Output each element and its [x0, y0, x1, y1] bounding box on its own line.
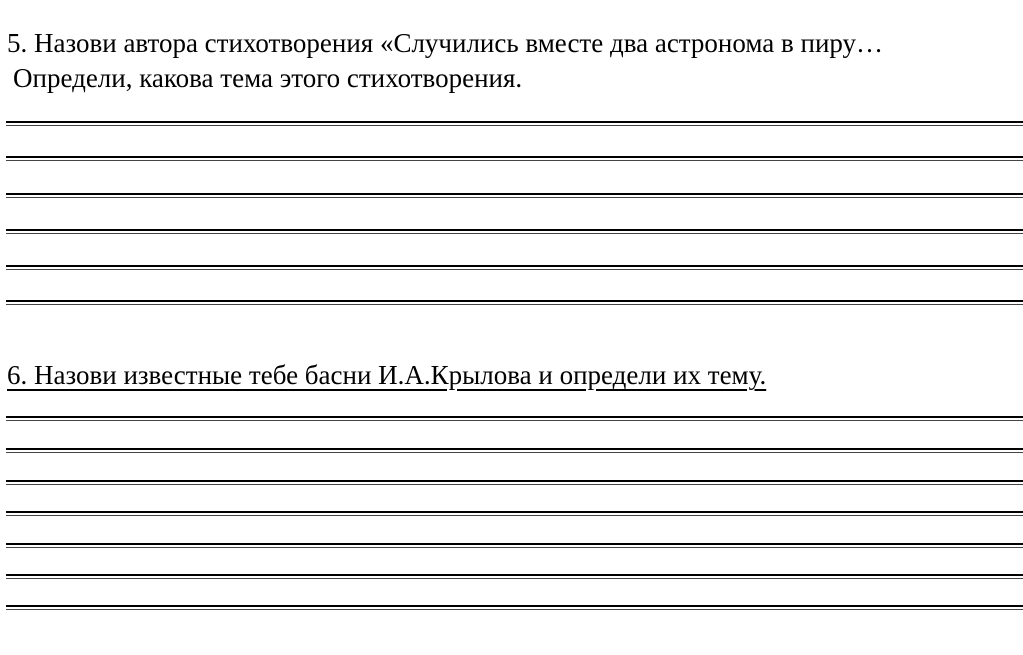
answer-line[interactable] — [6, 543, 1023, 548]
answer-line[interactable] — [6, 605, 1023, 610]
answer-line[interactable] — [6, 300, 1023, 305]
answer-line[interactable] — [6, 156, 1023, 161]
answer-line[interactable] — [6, 511, 1023, 516]
answer-line[interactable] — [6, 448, 1023, 453]
answer-line[interactable] — [6, 193, 1023, 198]
question-6-text: 6. Назови известные тебе басни И.А.Крылова и определи их тему. — [7, 360, 767, 390]
answer-line[interactable] — [6, 480, 1023, 485]
question-5-text: 5. Назови автора стихотворения «Случились вместе два астронома в пиру… — [7, 28, 884, 58]
answer-line[interactable] — [6, 121, 1023, 126]
question-5-subtext: Определи, какова тема этого стихотворения. — [13, 63, 523, 93]
answer-line[interactable] — [6, 574, 1023, 579]
answer-line[interactable] — [6, 229, 1023, 234]
answer-line[interactable] — [6, 416, 1023, 421]
answer-line[interactable] — [6, 265, 1023, 270]
